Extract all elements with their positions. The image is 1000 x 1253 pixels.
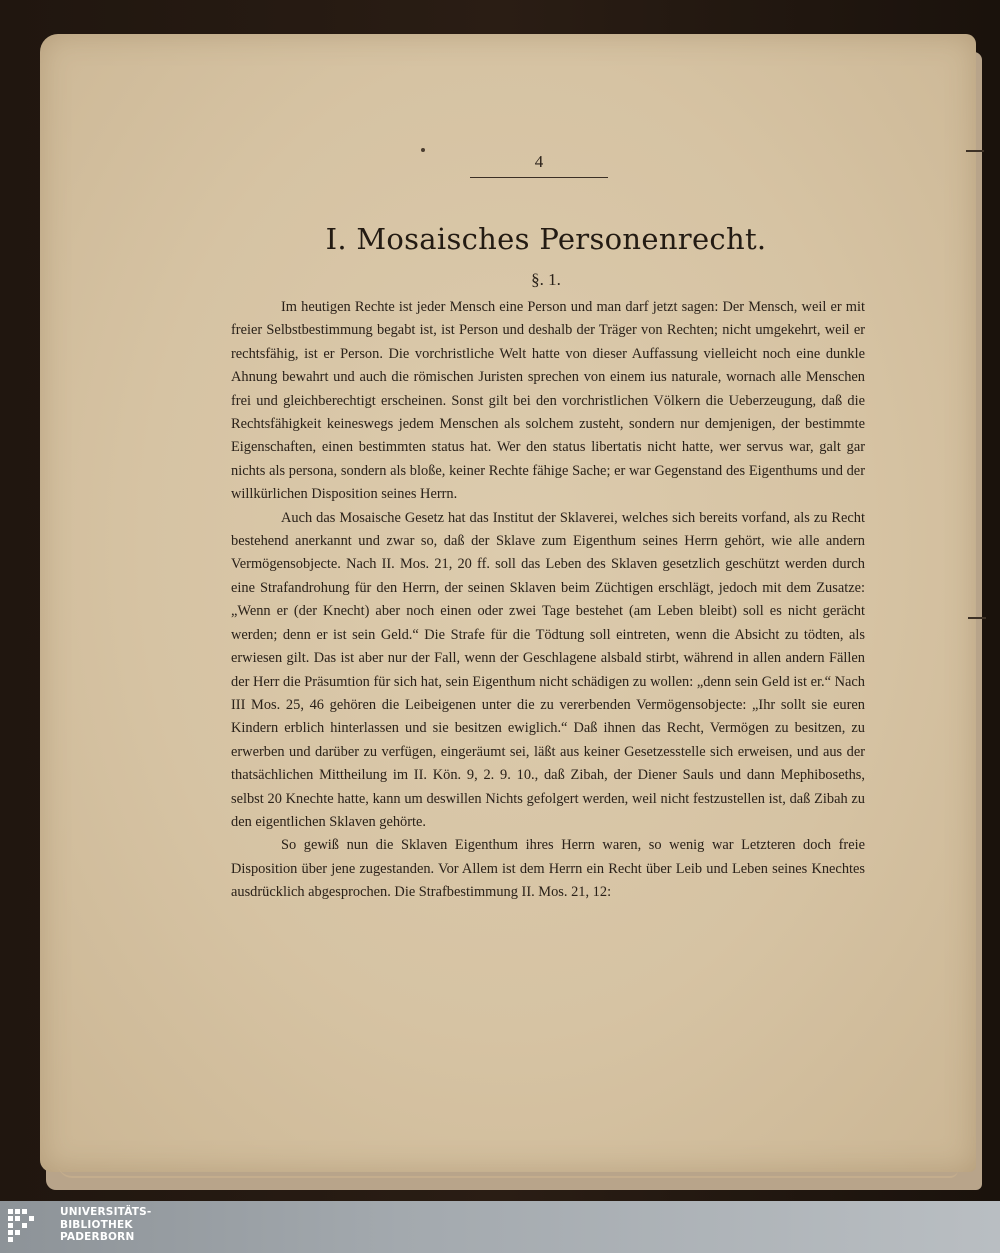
paragraph: So gewiß nun die Sklaven Eigenthum ihres Herrn waren, so wenig war Letzteren doch freie Disposition über jene zugestanden. Vor Allem ist dem Herrn ein Recht über Leib und Leben seines Knechtes ausdrücklich abgesprochen. Die Strafbestimmung II. Mos. 21, 12:	[231, 837, 865, 901]
ink-speck	[421, 148, 425, 152]
paragraph: Im heutigen Rechte ist jeder Mensch eine Person und man darf jetzt sagen: Der Mensch, weil er mit freier Selbstbestimmung begabt ist, ist Person und deshalb der Träger von Rechten; nicht umgekehrt, weil er rechtsfähig, ist er Person. Die vorchristliche Welt hatte von dieser Auffassung vielleicht noch eine dunkle Ahnung bewahrt und auch die römischen Juristen sprechen von einem ius naturale, wornach alle Menschen frei und gleichberechtigt erscheinen. Sonst gilt bei den vorchristlichen Völkern die Ueberzeugung, daß die Rechtsfähigkeit keineswegs jedem Menschen als solchem zusteht, sondern nur demjenigen, der bestimmte Eigenschaften, einen bestimmten status hat. Wer den status libertatis nicht hatte, wer servus war, galt gar nichts als persona, sondern als bloße, keiner Rechte fähige Sache; er war Gegenstand des Eigenthums und der willkürlichen Disposition seines Herrn.	[231, 299, 865, 503]
header-rule	[470, 177, 608, 178]
library-logo-icon	[6, 1206, 50, 1248]
page-edge	[58, 1120, 958, 1178]
logo-line: PADERBORN	[60, 1231, 135, 1243]
page-number: 4	[534, 152, 544, 171]
library-logo-text	[60, 1206, 200, 1244]
paragraph: Auch das Mosaische Gesetz hat das Institut der Sklaverei, welches sich bereits vorfand, als zu Recht bestehend anerkannt und zwar so, daß der Sklave zum Eigenthum seines Herrn gehört, wie alle andern Vermögensobjecte. Nach II. Mos. 21, 20 ff. soll das Leben des Sklaven gesetzlich geschützt werden durch eine Strafandrohung für den Herrn, der seinen Sklaven beim Züchtigen erschlägt, jedoch mit dem Zusatze: „Wenn er (der Knecht) aber noch einen oder zwei Tage bestehet (am Leben bleibt) soll es nicht gerächt werden; denn er ist sein Geld.“ Die Strafe für die Tödtung soll eintreten, wenn die Absicht zu tödten, als erwiesen gilt. Das ist aber nur der Fall, wenn der Geschlagene alsbald stirbt, während in allen andern Fällen der Herr die Präsumtion für sich hat, sein Eigenthum nicht schädigen zu wollen: „denn sein Geld ist er.“ Nach III Mos. 25, 46 gehören die Leibeigenen unter die zu vererbenden Vermögensobjecte: „Ihr sollt sie euren Kindern erblich hinterlassen und sie besitzen ewiglich.“ Daß ihnen das Recht, Vermögen zu besitzen, zu erwerben und darüber zu verfügen, eingeräumt sei, läßt aus keiner Gesetzesstelle sich erweisen, und aus der thatsächlichen Mittheilung im II. Kön. 9, 2. 9. 10., daß Zibah, der Diener Sauls und dann Mephiboseths, selbst 20 Knechte hatte, kann um deswillen Nichts gefolgert werden, weil nicht festzustellen ist, daß Zibah zu den eigentlichen Sklaven gehörte.	[231, 509, 865, 830]
margin-tab-mark	[968, 617, 986, 619]
section-number: §. 1.	[531, 270, 561, 289]
chapter-heading: I. Mosaisches Personenrecht.	[325, 222, 767, 256]
logo-line: BIBLIOTHEK	[60, 1218, 133, 1231]
body-text	[231, 296, 865, 905]
margin-tab-mark	[966, 150, 984, 152]
logo-line: UNIVERSITÄTS-	[60, 1206, 152, 1218]
